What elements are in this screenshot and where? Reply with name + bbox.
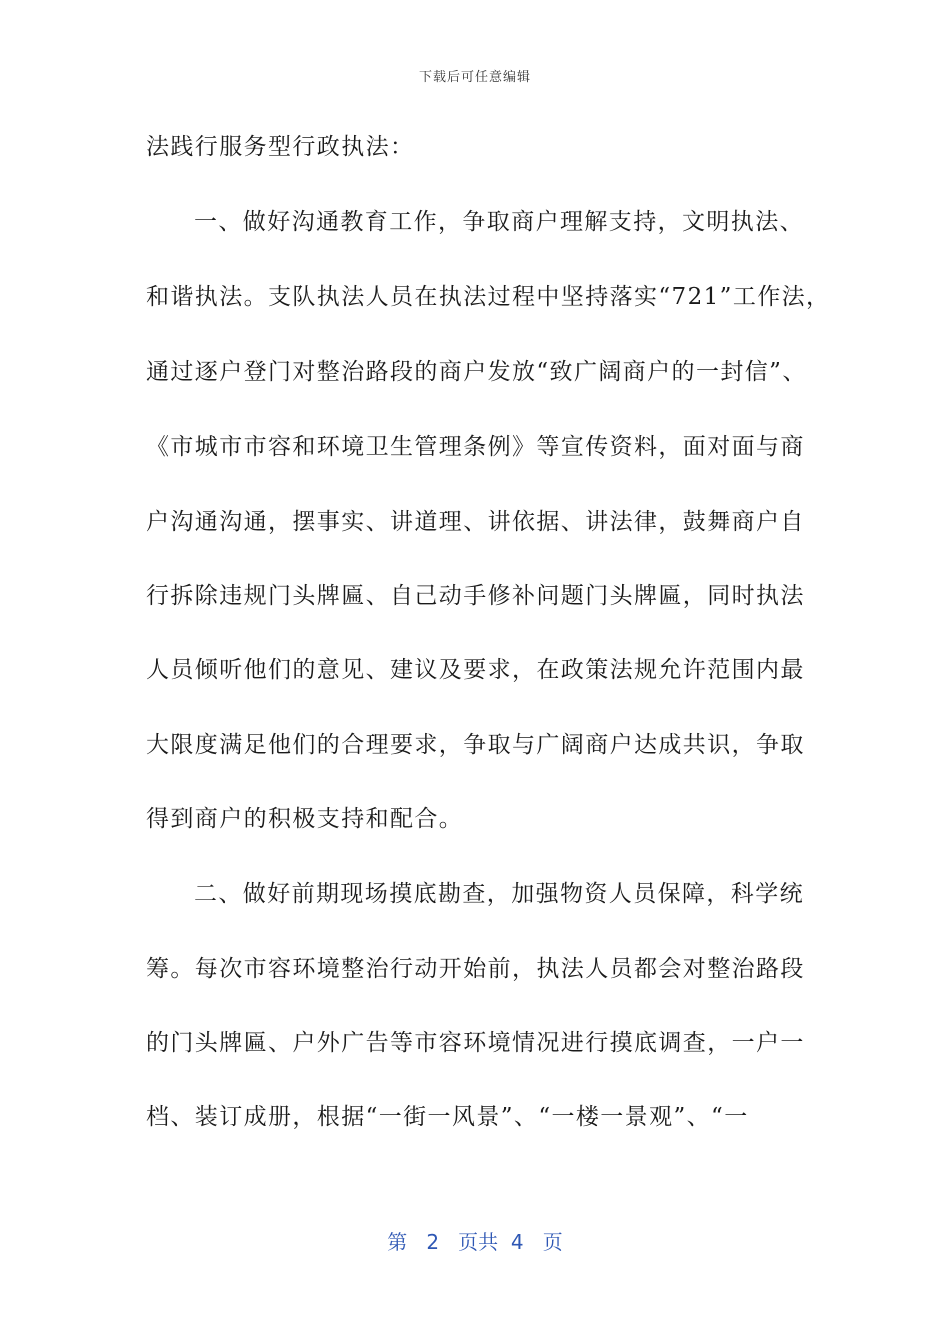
footer-prefix: 第 — [387, 1230, 408, 1254]
text-line: 的门头牌匾、户外广告等市容环境情况进行摸底调查，一户一 — [146, 1030, 805, 1056]
text-line: 档、装订成册，根据“一街一风景”、“一楼一景观”、“一 — [146, 1104, 749, 1130]
footer-suffix: 页 — [542, 1230, 563, 1254]
text-line: 人员倾听他们的意见、建议及要求，在政策法规允许范围内最 — [146, 657, 805, 683]
page-footer — [0, 1226, 950, 1255]
text-line: 得到商户的积极支持和配合。 — [146, 806, 464, 832]
header-note: 下载后可任意编辑 — [418, 70, 531, 85]
text-line: 行拆除违规门头牌匾、自己动手修补问题门头牌匾，同时执法 — [146, 583, 805, 609]
text-line: 和谐执法。支队执法人员在执法过程中坚持落实“721”工作法， — [146, 284, 831, 310]
text-line: 户沟通沟通，摆事实、讲道理、讲依据、讲法律，鼓舞商户自 — [146, 509, 805, 535]
text-line: 大限度满足他们的合理要求，争取与广阔商户达成共识，争取 — [146, 732, 805, 758]
total-pages-number: 4 — [510, 1230, 524, 1254]
text-line: 筹。每次市容环境整治行动开始前，执法人员都会对整治路段 — [146, 956, 805, 982]
text-line: 法践行服务型行政执法： — [146, 134, 415, 160]
text-line: 一、做好沟通教育工作，争取商户理解支持，文明执法、 — [194, 209, 804, 235]
text-line: 通过逐户登门对整治路段的商户发放“致广阔商户的一封信”、 — [146, 359, 807, 385]
text-line: 二、做好前期现场摸底勘查，加强物资人员保障，科学统 — [194, 881, 804, 907]
text-line: 《市城市市容和环境卫生管理条例》等宣传资料，面对面与商 — [146, 434, 805, 460]
footer-middle: 页共 — [458, 1230, 499, 1254]
current-page-number: 2 — [426, 1230, 440, 1254]
